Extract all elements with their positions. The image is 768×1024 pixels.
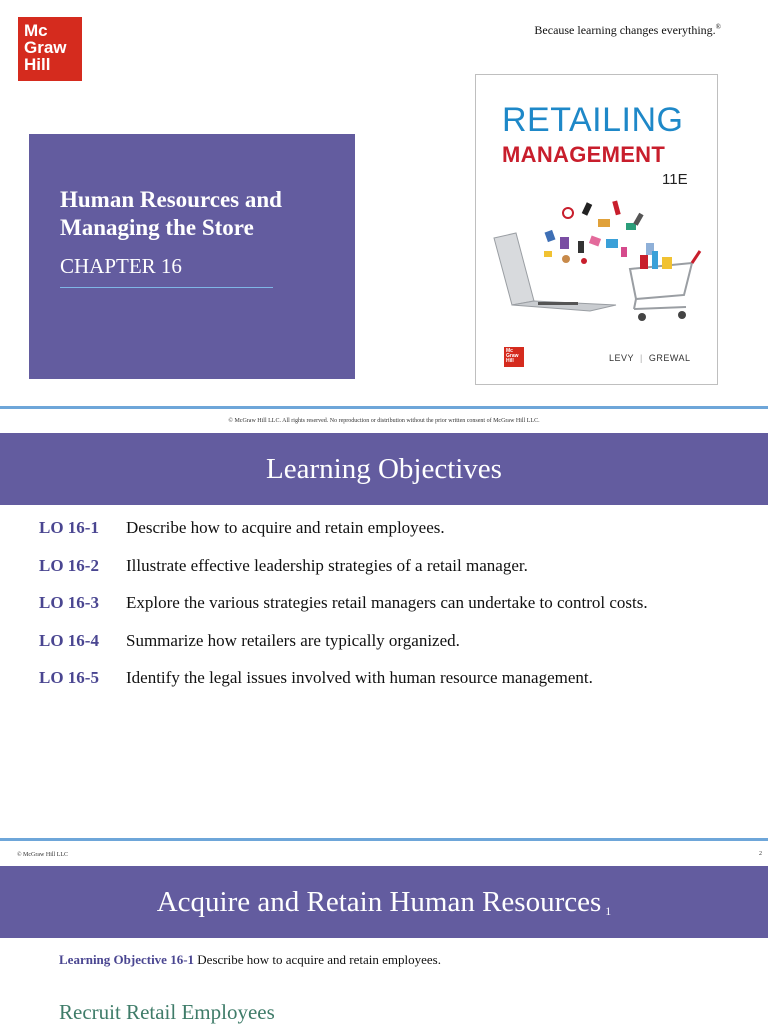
list-item [39,668,739,706]
lo-code: LO 16-3 [39,593,99,612]
slide-title: Human Resources and Managing the Store [60,187,282,240]
book-edition: 11E [662,171,688,188]
shopping-cart-icon [630,251,700,321]
author-grewal: GREWAL [648,353,691,363]
lo-text: Describe how to acquire and retain employees. [126,518,445,537]
book-publisher-logo [504,347,524,367]
logo-line: Hill [506,358,514,364]
section-subheading: Recruit Retail Employees [59,1000,275,1024]
slide3-banner [0,866,768,938]
slide3-title-number: 1 [605,904,612,918]
footer-copyright: © McGraw Hill LLC [17,852,69,858]
tagline [534,23,721,38]
logo-line: Graw [24,38,67,57]
lo-text: Explore the various strategies retail managers can undertake to control costs. [126,593,648,612]
lo-label: Learning Objective 16-1 [59,952,195,967]
title-box [29,134,355,379]
copyright-notice: © McGraw Hill LLC. All rights reserved. No reproduction or distribution without the prior written consent of McGraw Hill LLC. [228,418,540,424]
logo-line: Mc [506,348,513,354]
slide2-title: Learning Objectives [266,453,502,485]
lo-text: Summarize how retailers are typically organized. [126,630,460,650]
book-title-line2: MANAGEMENT [502,142,666,167]
lo-text: Illustrate effective leadership strategies of a retail manager. [126,555,528,575]
lo-code: LO 16-1 [39,518,99,537]
lo-text: Identify the legal issues involved with human resource management. [126,668,593,687]
slide2-banner [0,433,768,505]
list-item [39,518,739,556]
list-item [39,631,739,669]
book-authors [609,353,691,363]
learning-objectives-list [39,518,739,706]
book-title-line1: RETAILING [502,101,684,139]
list-item [39,593,739,631]
learning-objective-line [59,952,441,968]
author-separator: | [640,353,643,363]
tagline-text: Because learning changes everything. [534,23,716,37]
mcgraw-hill-logo [18,17,82,81]
lo-code: LO 16-4 [39,630,99,650]
logo-line: Hill [24,55,51,74]
logo-line: Graw [506,353,519,359]
lo-description: Describe how to acquire and retain employees. [197,952,441,967]
slide3-title: Acquire and Retain Human Resources [156,886,602,918]
products-icon [544,200,654,264]
list-item [39,556,739,594]
title-underline [60,287,273,288]
chapter-label: CHAPTER 16 [60,254,182,278]
lo-code: LO 16-2 [39,555,99,575]
registered-mark: ® [715,23,721,31]
author-levy: LEVY [609,353,635,363]
lo-code: LO 16-5 [39,668,99,687]
book-cover [475,74,718,385]
laptop-cart-illustration [486,193,708,333]
page-number: 2 [759,851,762,857]
slide-divider [0,838,768,841]
slide-divider [0,406,768,409]
logo-line: Mc [24,21,48,40]
